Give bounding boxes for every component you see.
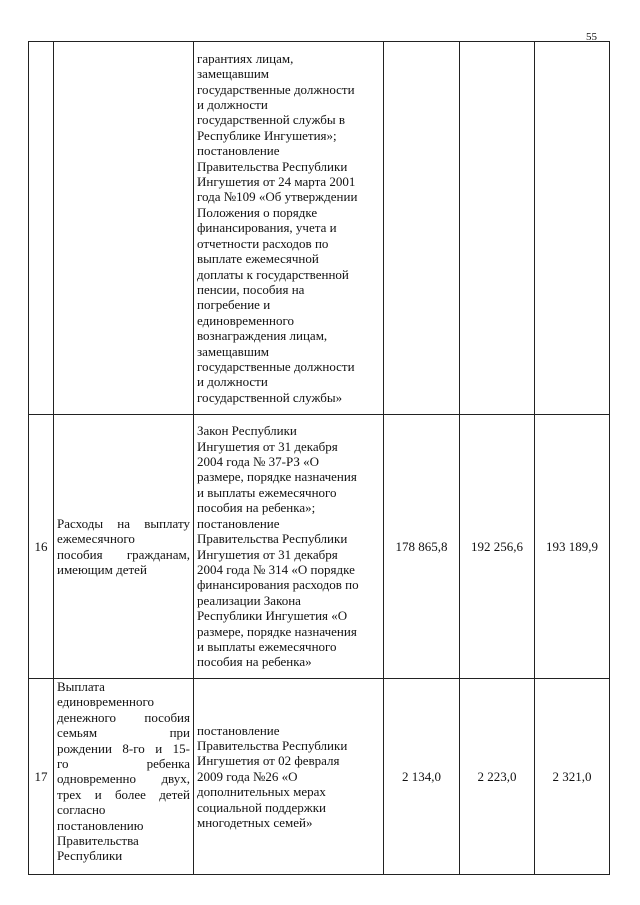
name-line: согласно [57, 802, 106, 818]
basis-line: выплате ежемесячной [197, 251, 319, 267]
basis-line: Ингушетия от 24 марта 2001 [197, 174, 356, 190]
basis-line: и выплаты ежемесячного [197, 484, 337, 500]
basis-line: государственные должности [197, 81, 355, 97]
name-line: семьям при [57, 725, 190, 741]
expense-name-cell [54, 415, 194, 679]
value-cell-year-1: 178 865,8 [384, 415, 460, 679]
basis-line: постановление [197, 515, 280, 531]
basis-line: года №109 «Об утверждении [197, 189, 358, 205]
expense-name-cell [54, 42, 194, 415]
budget-table [28, 41, 610, 875]
name-line: Расходы на выплату [57, 515, 190, 531]
table-row [29, 415, 610, 679]
basis-line: Положения о порядке [197, 204, 318, 220]
basis-line: Республике Ингушетия»; [197, 127, 337, 143]
basis-line: постановление [197, 722, 280, 738]
basis-line: постановление [197, 143, 280, 159]
name-line: имеющим детей [57, 561, 147, 577]
basis-line: Правительства Республики [197, 531, 348, 547]
basis-line: размере, порядке назначения [197, 469, 357, 485]
legal-basis-cell [194, 415, 384, 679]
value-cell-year-2: 192 256,6 [460, 415, 535, 679]
legal-basis-cell [194, 42, 384, 415]
name-line: пособия гражданам, [57, 546, 190, 562]
basis-line: Правительства Республики [197, 158, 348, 174]
basis-line: и должности [197, 374, 268, 390]
page-number: 55 [586, 31, 597, 43]
name-line: Выплата [57, 679, 105, 694]
basis-line: размере, порядке назначения [197, 623, 357, 639]
basis-line: и выплаты ежемесячного [197, 638, 337, 654]
basis-line: гарантиях лицам, [197, 50, 294, 66]
basis-line: 2004 года № 37-РЗ «О [197, 454, 320, 470]
basis-line: государственной службы» [197, 389, 343, 405]
name-line: рождении 8-го и 15- [57, 740, 190, 756]
name-line: единовременного [57, 694, 154, 710]
name-line: Правительства [57, 833, 139, 849]
name-line: трех и более детей [57, 786, 190, 802]
basis-line: многодетных семей» [197, 815, 313, 831]
legal-basis-cell [194, 679, 384, 875]
basis-line: пособия на ребенка» [197, 654, 312, 670]
row-number-cell: 17 [29, 679, 54, 875]
basis-line: отчетности расходов по [197, 235, 329, 251]
basis-line: замещавшим [197, 66, 270, 82]
basis-line: Республики Ингушетия «О [197, 608, 348, 624]
name-line: ежемесячного [57, 531, 135, 547]
basis-line: 2009 года №26 «О [197, 768, 298, 784]
table-row [29, 42, 610, 415]
basis-line: 2004 года № 314 «О порядке [197, 561, 355, 577]
basis-line: погребение и [197, 297, 271, 313]
value-cell-year-1: 2 134,0 [384, 679, 460, 875]
basis-line: дополнительных мерах [197, 784, 326, 800]
basis-line: социальной поддержки [197, 799, 326, 815]
name-line: Республики [57, 848, 123, 864]
basis-line: финансирования, учета и [197, 220, 337, 236]
value-cell-year-3: 193 189,9 [535, 415, 610, 679]
basis-line: финансирования расходов по [197, 577, 359, 593]
value-cell-year-1 [384, 42, 460, 415]
row-number-cell: 16 [29, 415, 54, 679]
basis-line: и должности [197, 97, 268, 113]
basis-line: пособия на ребенка»; [197, 500, 316, 516]
basis-line: Ингушетия от 02 февраля [197, 753, 340, 769]
basis-line: государственные должности [197, 358, 355, 374]
basis-line: доплаты к государственной [197, 266, 349, 282]
basis-line: вознаграждения лицам, [197, 328, 328, 344]
basis-line: Закон Республики [197, 423, 297, 439]
basis-line: государственной службы в [197, 112, 346, 128]
basis-line: Ингушетия от 31 декабря [197, 546, 338, 562]
name-line: постановлению [57, 817, 144, 833]
value-cell-year-2: 2 223,0 [460, 679, 535, 875]
basis-line: единовременного [197, 312, 294, 328]
basis-line: Правительства Республики [197, 737, 348, 753]
value-cell-year-3: 2 321,0 [535, 679, 610, 875]
table-row [29, 679, 610, 875]
value-cell-year-2 [460, 42, 535, 415]
row-number-cell [29, 42, 54, 415]
basis-line: пенсии, пособия на [197, 281, 305, 297]
basis-line: Ингушетия от 31 декабря [197, 438, 338, 454]
basis-line: реализации Закона [197, 592, 301, 608]
name-line: денежного пособия [57, 709, 190, 725]
name-line: одновременно двух, [57, 771, 190, 787]
expense-name-cell [54, 679, 194, 875]
name-line: го ребенка [57, 756, 190, 772]
value-cell-year-3 [535, 42, 610, 415]
basis-line: замещавшим [197, 343, 270, 359]
